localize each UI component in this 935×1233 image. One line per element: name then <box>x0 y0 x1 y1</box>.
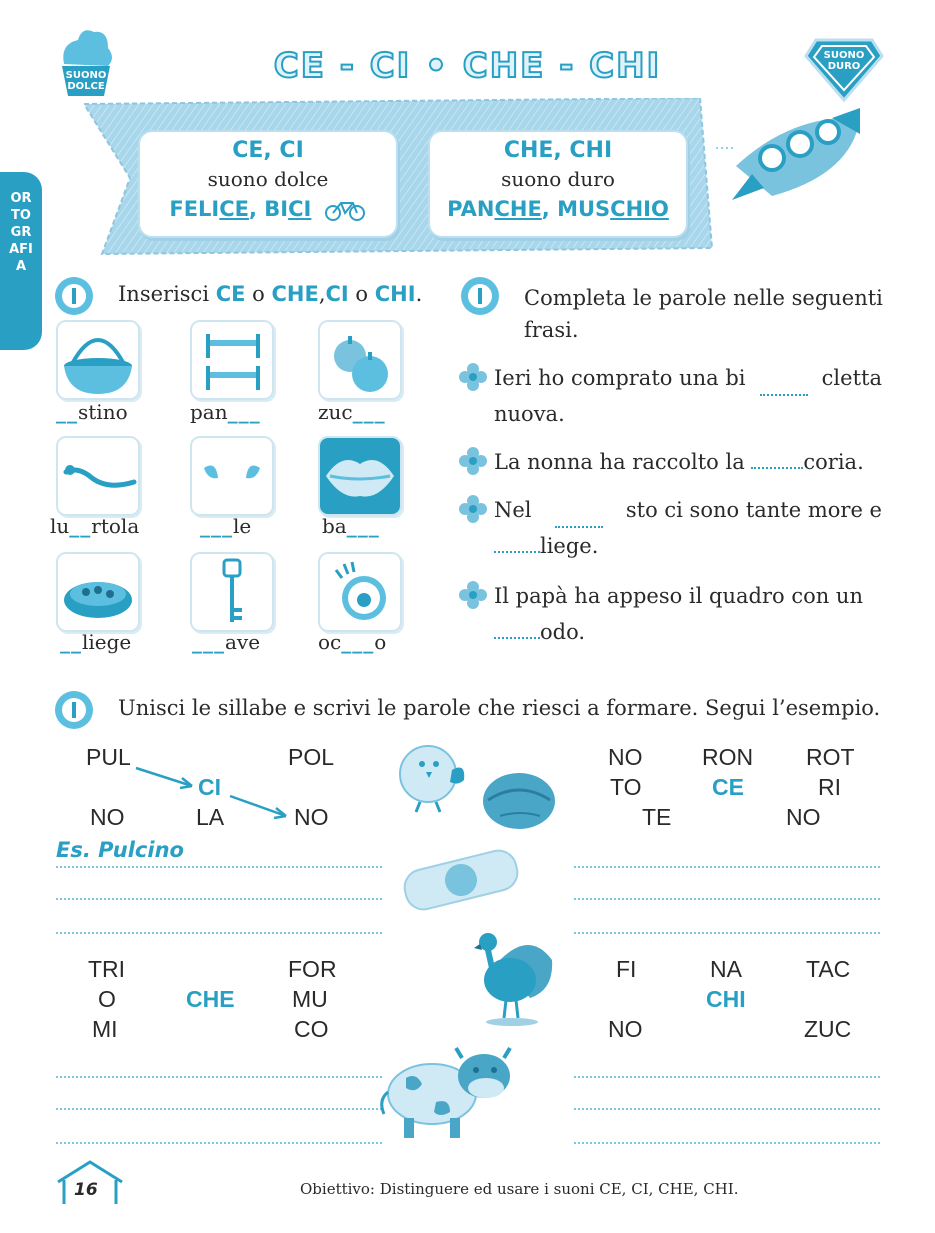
syllable: MU <box>292 986 328 1012</box>
syllable: MI <box>92 1016 118 1042</box>
center-syllable: CI <box>198 774 221 800</box>
bird-beaks-icon <box>190 436 274 516</box>
answer-line[interactable] <box>56 866 382 868</box>
syllable: POL <box>288 744 335 770</box>
info-example: PANCHE, MUSCHIO <box>447 197 669 221</box>
syllable: NO <box>608 744 643 770</box>
page-number: 16 <box>74 1180 98 1200</box>
key-icon <box>190 552 274 632</box>
sentence-1: Ieri ho comprato una bi cletta nuova. <box>494 360 882 432</box>
syllable: O <box>98 986 116 1012</box>
sun-number-icon <box>460 276 500 316</box>
syllable: LA <box>196 804 225 830</box>
info-heading: CHE, CHI <box>503 138 613 163</box>
exercise2-instruction: Completa le parole nelle seguenti frasi. <box>524 286 883 342</box>
info-sub: suono duro <box>501 167 615 191</box>
answer-line[interactable] <box>574 1076 880 1078</box>
answer-line[interactable] <box>56 1108 382 1110</box>
page-title: CE - CI • CHE - CHI <box>273 46 662 86</box>
badge-right-label: SUONO DURO <box>823 50 865 72</box>
cherries-bowl-icon <box>56 552 140 632</box>
answer-line[interactable] <box>574 866 880 868</box>
answer-line[interactable] <box>56 932 382 934</box>
syllable: PUL <box>86 744 131 770</box>
flower-bullet-icon <box>458 580 488 610</box>
answer-line[interactable] <box>56 1142 382 1144</box>
badge-left-label: SUONO DOLCE <box>65 70 107 92</box>
syllable: TE <box>642 804 672 830</box>
answer-line[interactable] <box>574 932 880 934</box>
exercise1-instruction: Inserisci CE o CHE,CI o CHI. <box>118 282 423 306</box>
bicycle-icon <box>323 199 367 221</box>
answer-line[interactable] <box>56 1076 382 1078</box>
lips-icon <box>318 436 402 516</box>
side-tab-label: ORTOGRAFIA <box>9 191 33 274</box>
answer-line[interactable] <box>574 1142 880 1144</box>
info-box-hard <box>428 130 688 238</box>
word-item: ___ave <box>192 630 261 654</box>
word-item: __stino <box>56 400 128 424</box>
syllable: RI <box>818 774 841 800</box>
word-item: zuc___ <box>318 400 386 424</box>
answer-line[interactable] <box>574 898 880 900</box>
center-syllable: CHI <box>706 986 746 1012</box>
flower-bullet-icon <box>458 446 488 476</box>
cow-icon <box>376 1036 516 1142</box>
example-answer: Es. Pulcino <box>56 838 184 862</box>
walnut-icon <box>480 770 558 832</box>
turkey-icon <box>470 920 556 1030</box>
sun-number-icon <box>54 690 94 730</box>
basket-icon <box>56 320 140 400</box>
objective-text: Obiettivo: Distinguere ed usare i suoni CE, CI, CHE, CHI. <box>300 1180 739 1198</box>
syllable: FOR <box>288 956 337 982</box>
syllable: NO <box>608 1016 643 1042</box>
rocket-icon <box>712 104 872 204</box>
sentence-4: Il papà ha appeso il quadro con un odo. <box>494 584 863 644</box>
benches-icon <box>190 320 274 400</box>
word-item: oc___o <box>318 630 387 654</box>
center-syllable: CHE <box>186 986 235 1012</box>
flower-bullet-icon <box>458 362 488 392</box>
syllable: TO <box>610 774 642 800</box>
syllable: NO <box>294 804 329 830</box>
flower-bullet-icon <box>458 494 488 524</box>
pumpkin-icon <box>318 320 402 400</box>
word-item: ___le <box>200 514 252 538</box>
syllable: TRI <box>88 956 126 982</box>
sentence-2: La nonna ha raccolto la coria. <box>494 450 864 474</box>
sentence-3: Nel sto ci sono tante more e liege. <box>494 492 882 564</box>
sun-number-icon <box>54 276 94 316</box>
syllable: NA <box>710 956 742 982</box>
word-item: pan___ <box>190 400 261 424</box>
syllable: RON <box>702 744 754 770</box>
center-syllable: CE <box>712 774 744 800</box>
info-example: FELICE, BICI <box>140 197 396 221</box>
info-heading: CE, CI <box>232 138 304 163</box>
lizard-icon <box>56 436 140 516</box>
answer-line[interactable] <box>574 1108 880 1110</box>
word-item: lu__rtola <box>50 514 140 538</box>
info-sub: suono dolce <box>207 167 329 191</box>
answer-line[interactable] <box>56 898 382 900</box>
syllable: TAC <box>806 956 851 982</box>
exercise3-instruction: Unisci le sillabe e scrivi le parole che riesci a formare. Segui l’esempio. <box>118 696 881 720</box>
word-item: ba___ <box>322 514 380 538</box>
info-box-soft <box>138 130 398 238</box>
syllable: ZUC <box>804 1016 852 1042</box>
bandage-icon <box>398 842 524 918</box>
word-item: __liege <box>60 630 132 654</box>
syllable: FI <box>616 956 637 982</box>
eye-icon <box>318 552 402 632</box>
syllable: NO <box>786 804 821 830</box>
syllable: NO <box>90 804 125 830</box>
chick-icon <box>388 730 468 814</box>
example-arrows <box>130 762 300 832</box>
syllable: ROT <box>806 744 855 770</box>
syllable: CO <box>294 1016 329 1042</box>
